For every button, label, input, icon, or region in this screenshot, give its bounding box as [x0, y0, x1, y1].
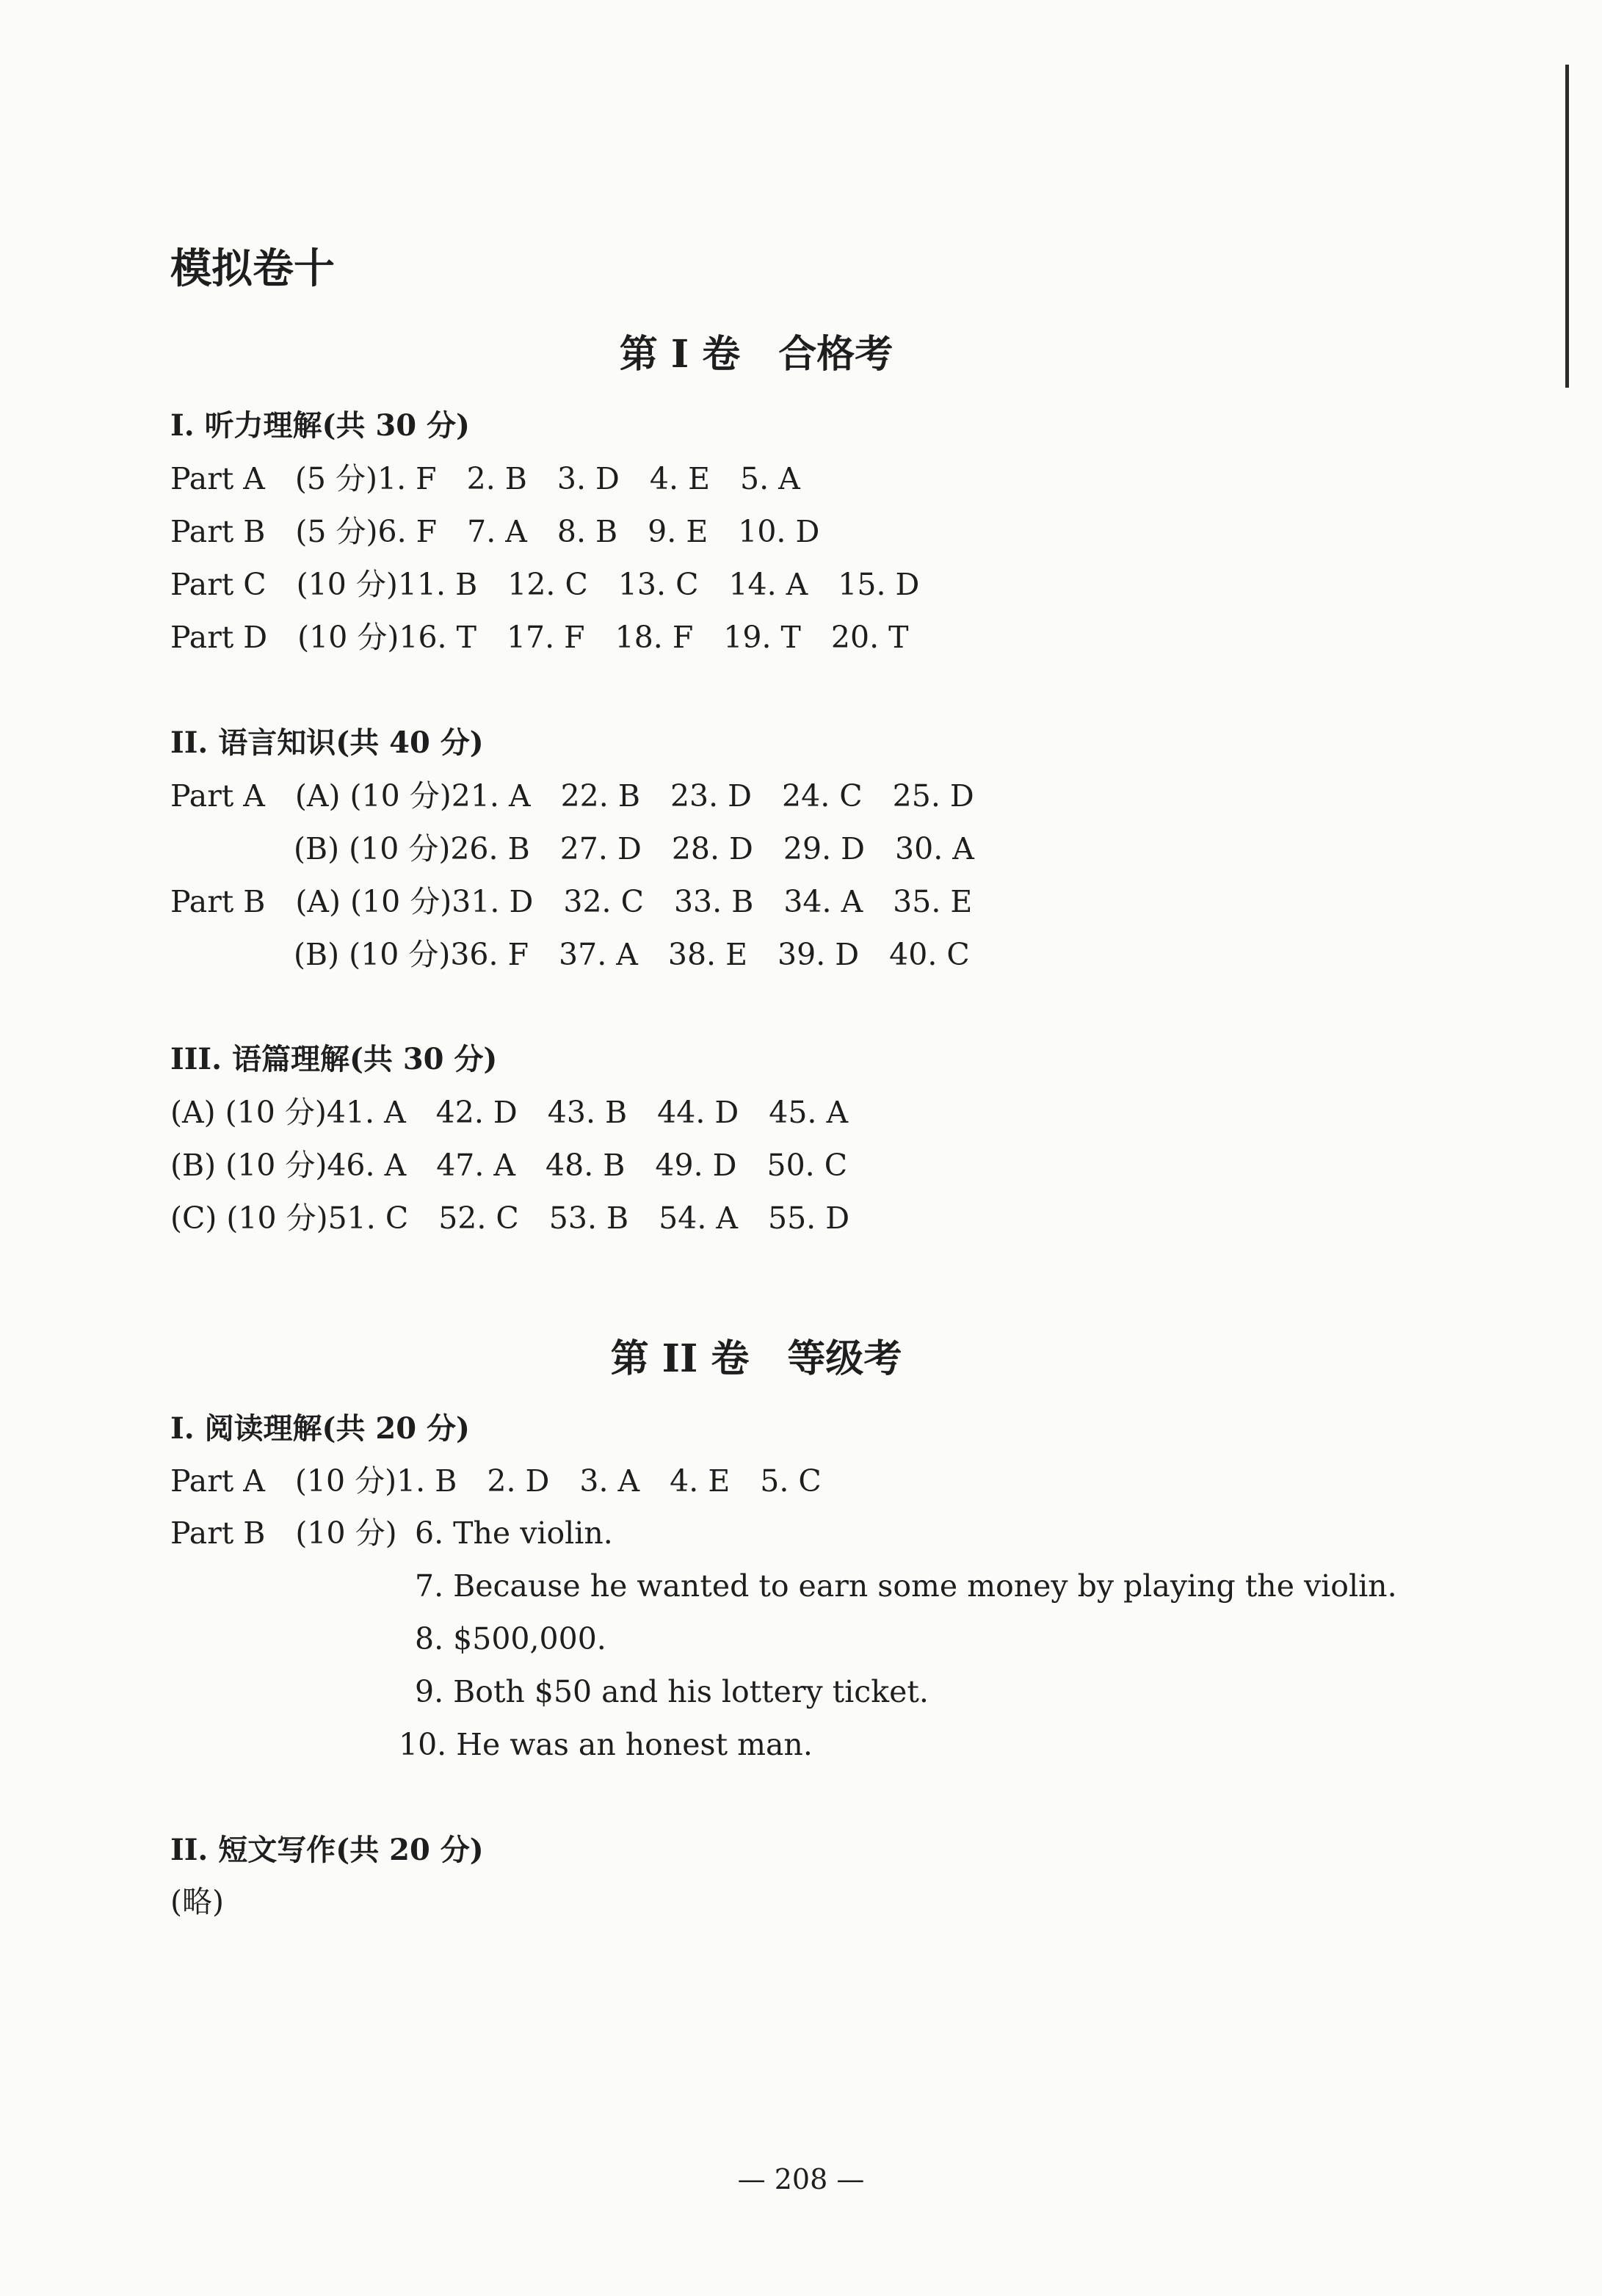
answer-line: (A) (10 分)41. A 42. D 43. B 44. D 45. A: [170, 1095, 849, 1130]
answer-line: 9. Both $50 and his lottery ticket.: [415, 1674, 929, 1709]
answer-line: (B) (10 分)26. B 27. D 28. D 29. D 30. A: [294, 831, 974, 866]
paper2-heading: 第 II 卷 等级考: [610, 1336, 902, 1381]
answer-line: (B) (10 分)46. A 47. A 48. B 49. D 50. C: [170, 1148, 848, 1183]
section-reading2-heading: I. 阅读理解(共 20 分): [170, 1411, 470, 1446]
answer-line: Part A (A) (10 分)21. A 22. B 23. D 24. C 25. D: [170, 778, 974, 814]
answer-line: 7. Because he wanted to earn some money by playing the violin.: [415, 1568, 1397, 1604]
answer-line: Part A (5 分)1. F 2. B 3. D 4. E 5. A: [170, 461, 800, 496]
page-number: — 208 —: [737, 2163, 865, 2195]
answer-line: Part B (5 分)6. F 7. A 8. B 9. E 10. D: [170, 514, 820, 549]
paper1-heading: 第 I 卷 合格考: [619, 332, 894, 377]
answer-line: 10. He was an honest man.: [399, 1727, 813, 1762]
writing-note: (略): [170, 1884, 224, 1919]
answer-line: Part A (10 分)1. B 2. D 3. A 4. E 5. C: [170, 1463, 822, 1499]
answer-line-prefix: Part B (10 分): [170, 1515, 397, 1551]
section-writing-heading: II. 短文写作(共 20 分): [170, 1833, 484, 1867]
answer-line: 8. $500,000.: [415, 1621, 606, 1656]
section-listening-heading: I. 听力理解(共 30 分): [170, 408, 470, 443]
page-title: 模拟卷十: [170, 245, 335, 293]
answer-line: Part B (A) (10 分)31. D 32. C 33. B 34. A 35. E: [170, 884, 973, 919]
page-edge-mark: [1565, 65, 1569, 388]
answer-line: Part D (10 分)16. T 17. F 18. F 19. T 20. T: [170, 620, 909, 655]
answer-line: (C) (10 分)51. C 52. C 53. B 54. A 55. D: [170, 1200, 850, 1236]
answer-line: 6. The violin.: [415, 1515, 613, 1551]
section-language-heading: II. 语言知识(共 40 分): [170, 725, 484, 760]
answer-line: (B) (10 分)36. F 37. A 38. E 39. D 40. C: [294, 937, 970, 972]
section-reading-heading: III. 语篇理解(共 30 分): [170, 1042, 498, 1076]
answer-line: Part C (10 分)11. B 12. C 13. C 14. A 15. D: [170, 567, 920, 602]
